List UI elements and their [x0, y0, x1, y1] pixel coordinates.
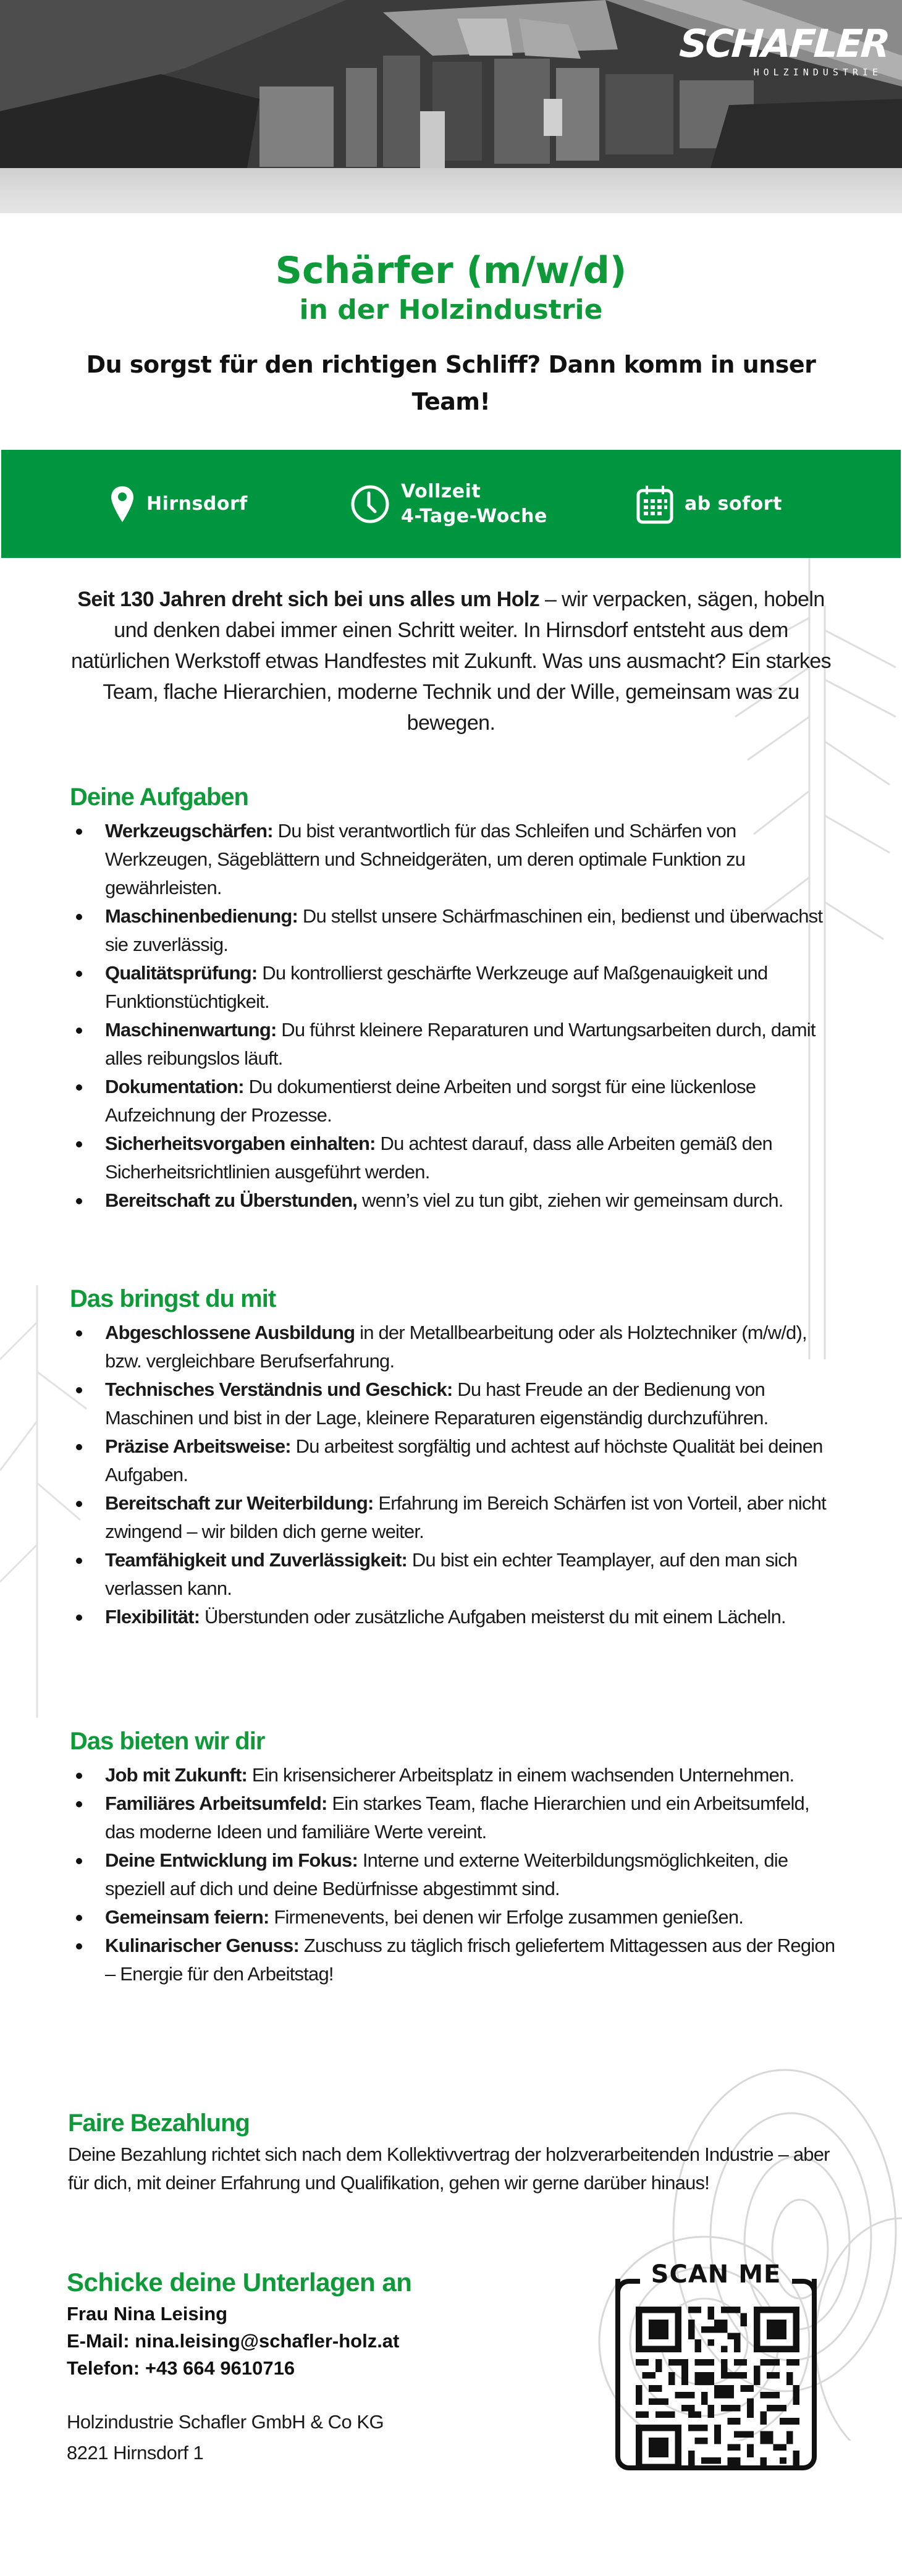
section-benefits-heading: Das bieten wir dir	[70, 1728, 265, 1755]
section-benefits	[70, 1724, 836, 1988]
company-name: Holzindustrie Schafler GmbH & Co KG	[67, 2411, 384, 2433]
requirements-list	[70, 1319, 836, 1631]
contact-email-link[interactable]: E-Mail: nina.leising@schafler-holz.at	[67, 2330, 400, 2352]
job-title: Schärfer (m/w/d)	[275, 249, 627, 292]
info-worktime-text	[401, 479, 547, 529]
list-item: Job mit Zukunft: Ein krisensicherer Arbeitsplatz in einem wachsenden Unternehmen.	[70, 1761, 836, 1789]
intro-text: – wir verpacken, sägen, hobeln und denken dabei immer einen Schritt weiter. In Hirnsdorf entsteht aus dem natürlichen Werkstoff etwas Handfestes mit Zukunft. Was uns ausmacht? Ein starkes Team, flache Hierarchien, moderne Technik und der Wille, gemeinsam was zu bewegen.	[70, 588, 832, 735]
list-item: Bereitschaft zur Weiterbildung: Erfahrung im Bereich Schärfen ist von Vorteil, aber nicht zwingend – wir bilden dich gerne weiter.	[70, 1489, 836, 1546]
info-worktime-line1: Vollzeit	[401, 480, 481, 502]
company-address: 8221 Hirnsdorf 1	[67, 2442, 204, 2464]
logo-wordmark: SCHAFLER	[678, 21, 890, 66]
company-intro	[68, 584, 834, 738]
qr-label: SCAN ME	[651, 2260, 782, 2289]
calendar-icon	[636, 484, 673, 524]
contact-phone-link[interactable]: Telefon: +43 664 9610716	[67, 2357, 295, 2379]
contact-name: Frau Nina Leising	[67, 2303, 228, 2325]
list-item: Werkzeugschärfen: Du bist verantwortlich für das Schleifen und Schärfen von Werkzeugen, Sägeblättern und Schneidgeräten, um deren optimale Funktion zu gewährleisten.	[70, 817, 836, 902]
salary-text: Deine Bezahlung richtet sich nach dem Kollektivvertrag der holzverarbeitenden Industrie – aber für dich, mit deiner Erfahrung und Qualifikation, gehen wir gerne darüber hinaus!	[68, 2143, 830, 2194]
hero-banner	[0, 0, 902, 213]
job-subtitle: in der Holzindustrie	[299, 294, 603, 326]
info-start-text: ab sofort	[685, 492, 782, 515]
location-pin-icon	[109, 485, 135, 523]
hero-fade-strip	[0, 168, 902, 213]
info-location-text: Hirnsdorf	[146, 492, 248, 515]
tasks-list	[70, 817, 836, 1215]
contact-block	[67, 2265, 561, 2468]
qr-code-icon[interactable]	[636, 2307, 799, 2470]
list-item: Präzise Arbeitsweise: Du arbeitest sorgfältig und achtest auf höchste Qualität bei deinen Aufgaben.	[70, 1432, 836, 1489]
section-salary-heading: Faire Bezahlung	[68, 2109, 250, 2137]
tagline: Du sorgst für den richtigen Schliff? Dann komm in unser Team!	[86, 351, 816, 415]
info-start	[636, 450, 782, 558]
hero-aerial-photo	[0, 0, 902, 168]
contact-heading: Schicke deine Unterlagen an	[67, 2268, 412, 2297]
list-item: Abgeschlossene Ausbildung in der Metallbearbeitung oder als Holztechniker (m/w/d), bzw. vergleichbare Berufserfahrung.	[70, 1319, 836, 1375]
intro-bold: Seit 130 Jahren dreht sich bei uns alles um Holz	[77, 588, 540, 611]
list-item: Flexibilität: Überstunden oder zusätzliche Aufgaben meisterst du mit einem Lächeln.	[70, 1603, 836, 1631]
list-item: Familiäres Arbeitsumfeld: Ein starkes Team, flache Hierarchien und ein Arbeitsumfeld, das moderne Ideen und familiäre Werte vereint.	[70, 1789, 836, 1846]
company-logo	[678, 21, 890, 78]
list-item: Dokumentation: Du dokumentierst deine Arbeiten und sorgst für eine lückenlose Aufzeichnung der Prozesse.	[70, 1073, 836, 1130]
list-item: Technisches Verständnis und Geschick: Du hast Freude an der Bedienung von Maschinen und bist in der Lage, kleinere Reparaturen eigenständig durchzuführen.	[70, 1375, 836, 1432]
list-item: Maschinenwartung: Du führst kleinere Reparaturen und Wartungsarbeiten durch, damit alles reibungslos läuft.	[70, 1016, 836, 1073]
clock-icon	[350, 484, 390, 524]
list-item: Kulinarischer Genuss: Zuschuss zu täglich frisch geliefertem Mittagessen aus der Region – Energie für den Arbeitstag!	[70, 1932, 836, 1988]
info-worktime-line2: 4-Tage-Woche	[401, 505, 547, 527]
job-info-bar	[1, 450, 901, 558]
section-tasks-heading: Deine Aufgaben	[70, 783, 248, 811]
info-location	[109, 450, 248, 558]
list-item: Gemeinsam feiern: Firmenevents, bei denen wir Erfolge zusammen genießen.	[70, 1903, 836, 1932]
qr-code-block[interactable]	[615, 2254, 825, 2477]
list-item: Teamfähigkeit und Zuverlässigkeit: Du bist ein echter Teamplayer, auf den man sich verlassen kann.	[70, 1546, 836, 1603]
job-title-block	[0, 247, 902, 327]
list-item: Maschinenbedienung: Du stellst unsere Schärfmaschinen ein, bedienst und überwachst sie zuverlässig.	[70, 902, 836, 959]
section-tasks	[70, 780, 836, 1215]
list-item: Bereitschaft zu Überstunden, wenn’s viel zu tun gibt, ziehen wir gemeinsam durch.	[70, 1186, 836, 1215]
section-requirements	[70, 1282, 836, 1631]
info-worktime	[350, 450, 547, 558]
section-salary	[68, 2106, 846, 2197]
list-item: Qualitätsprüfung: Du kontrollierst geschärfte Werkzeuge auf Maßgenauigkeit und Funktionstüchtigkeit.	[70, 959, 836, 1016]
list-item: Deine Entwicklung im Fokus: Interne und externe Weiterbildungsmöglichkeiten, die speziell auf dich und deine Bedürfnisse abgestimmt sind.	[70, 1846, 836, 1903]
logo-subtitle: HOLZINDUSTRIE	[753, 67, 882, 78]
list-item: Sicherheitsvorgaben einhalten: Du achtest darauf, dass alle Arbeiten gemäß den Sicherheitsrichtlinien ausgeführt werden.	[70, 1130, 836, 1186]
benefits-list	[70, 1761, 836, 1988]
section-requirements-heading: Das bringst du mit	[70, 1285, 276, 1312]
